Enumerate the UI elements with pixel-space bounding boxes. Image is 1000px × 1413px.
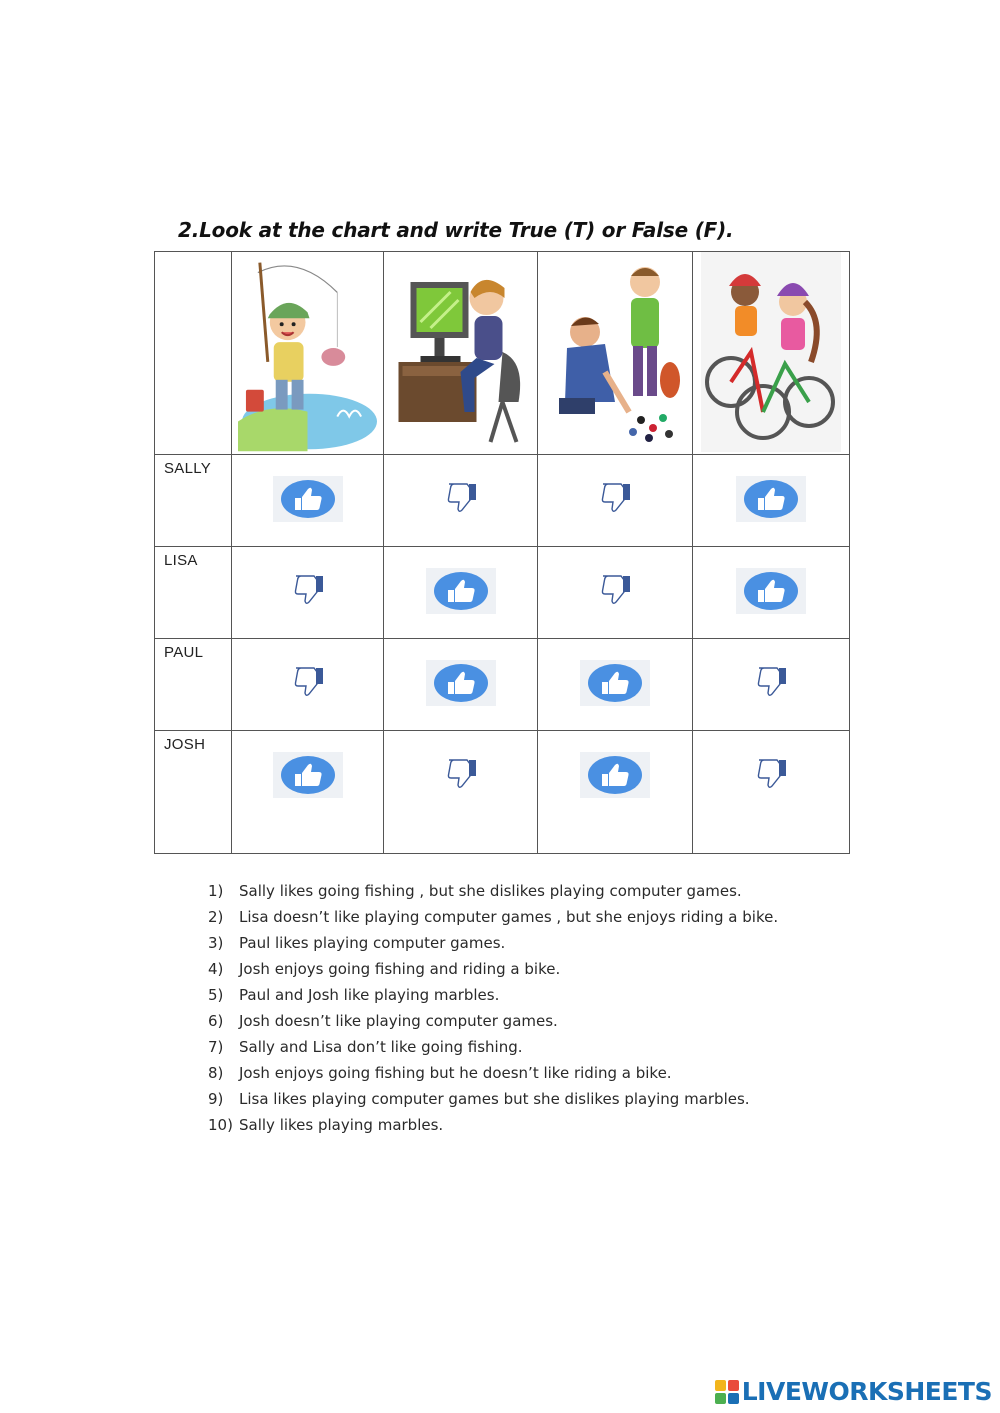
statement-text: Josh enjoys going fishing but he doesn’t like riding a bike. (239, 1064, 672, 1082)
mark-cell (384, 455, 538, 547)
mark-cell (384, 639, 538, 731)
thumbs-down-icon (290, 572, 326, 610)
mark-cell (538, 547, 693, 639)
mark-cell (693, 731, 850, 854)
statement-number: 7) (208, 1038, 224, 1056)
brand-name: LIVEWORKSHEETS (741, 1377, 992, 1406)
thumbs-up-icon (426, 568, 496, 614)
statement-number: 6) (208, 1012, 224, 1030)
table-row (155, 547, 850, 639)
mark-cell (384, 731, 538, 854)
computer-games-illustration (390, 252, 531, 452)
thumbs-up-icon (580, 752, 650, 798)
statement-number: 10) (208, 1116, 233, 1134)
statement-number: 1) (208, 882, 224, 900)
fishing-illustration (238, 252, 377, 452)
thumbs-down-icon (753, 756, 789, 794)
liveworksheets-logo-icon (715, 1380, 739, 1404)
mark-cell (384, 547, 538, 639)
student-name: LISA (164, 552, 198, 569)
thumbs-up-icon (426, 660, 496, 706)
table-row (155, 455, 850, 547)
thumbs-up-icon (273, 752, 343, 798)
thumbs-down-icon (443, 480, 479, 518)
header-fishing (232, 252, 384, 455)
mark-cell (693, 547, 850, 639)
mark-cell (232, 547, 384, 639)
header-marbles (538, 252, 693, 455)
list-item (208, 1009, 778, 1035)
statement-text: Josh enjoys going fishing and riding a bike. (239, 960, 561, 978)
mark-cell (693, 639, 850, 731)
list-item (208, 1061, 778, 1087)
list-item (208, 905, 778, 931)
list-item (208, 1087, 778, 1113)
list-item (208, 931, 778, 957)
statement-text: Lisa doesn’t like playing computer games , but she enjoys riding a bike. (239, 908, 779, 926)
list-item (208, 1113, 778, 1139)
header-riding-bike (693, 252, 850, 455)
mark-cell (232, 731, 384, 854)
statement-text: Sally and Lisa don’t like going fishing. (239, 1038, 523, 1056)
mark-cell (538, 455, 693, 547)
statement-number: 8) (208, 1064, 224, 1082)
statement-text: Paul and Josh like playing marbles. (239, 986, 500, 1004)
thumbs-down-icon (290, 664, 326, 702)
statement-text: Paul likes playing computer games. (239, 934, 506, 952)
thumbs-up-icon (273, 476, 343, 522)
mark-cell (538, 639, 693, 731)
thumbs-down-icon (443, 756, 479, 794)
mark-cell (693, 455, 850, 547)
list-item (208, 957, 778, 983)
student-name: SALLY (164, 460, 212, 477)
table-row (155, 639, 850, 731)
statement-text: Lisa likes playing computer games but she dislikes playing marbles. (239, 1090, 750, 1108)
table-row (155, 731, 850, 854)
mark-cell (538, 731, 693, 854)
list-item (208, 983, 778, 1009)
list-item (208, 1035, 778, 1061)
thumbs-down-icon (597, 480, 633, 518)
row-name-cell (155, 731, 232, 854)
statement-number: 5) (208, 986, 224, 1004)
row-name-cell (155, 455, 232, 547)
riding-bike-illustration (699, 252, 843, 452)
mark-cell (232, 639, 384, 731)
statement-number: 2) (208, 908, 224, 926)
student-name: PAUL (164, 644, 204, 661)
liveworksheets-brand[interactable] (715, 1377, 992, 1406)
marbles-illustration (544, 252, 686, 452)
corner-cell (155, 252, 232, 455)
statement-number: 4) (208, 960, 224, 978)
student-name: JOSH (164, 736, 206, 753)
statement-text: Sally likes playing marbles. (239, 1116, 444, 1134)
list-item (208, 879, 778, 905)
statement-number: 9) (208, 1090, 224, 1108)
thumbs-down-icon (597, 572, 633, 610)
thumbs-down-icon (753, 664, 789, 702)
likes-chart (154, 251, 850, 854)
statement-number: 3) (208, 934, 224, 952)
statement-text: Josh doesn’t like playing computer games. (239, 1012, 558, 1030)
statement-text: Sally likes going fishing , but she dislikes playing computer games. (239, 882, 742, 900)
thumbs-up-icon (580, 660, 650, 706)
row-name-cell (155, 639, 232, 731)
mark-cell (232, 455, 384, 547)
row-name-cell (155, 547, 232, 639)
header-computer-games (384, 252, 538, 455)
statement-list (208, 879, 778, 1139)
worksheet-title: 2.Look at the chart and write True (T) or False (F). (178, 218, 734, 242)
thumbs-up-icon (736, 568, 806, 614)
thumbs-up-icon (736, 476, 806, 522)
